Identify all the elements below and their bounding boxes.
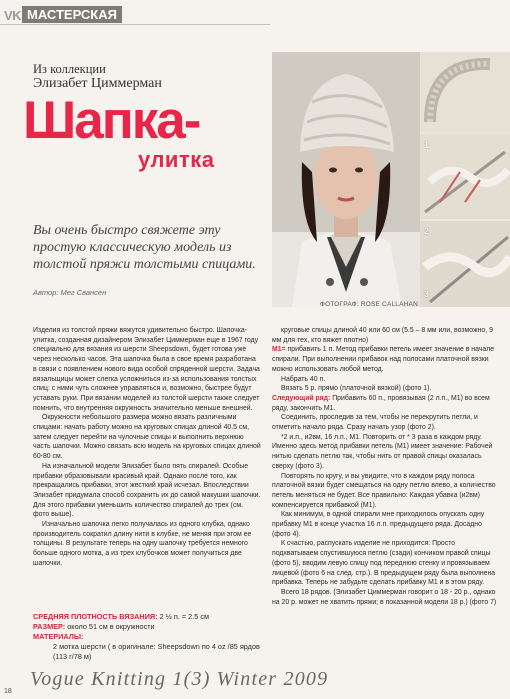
size-label: РАЗМЕР: bbox=[33, 622, 66, 631]
body-paragraph: Изначально шапочка легко получалась из одного клубка, однако производитель сократил длину нити в клубке, не меняя при этом ее толщины. В результате теперь на одну шапочку требуется немного больше одного мотка, а из трех клубочков может получиться две шапочки. bbox=[33, 521, 252, 567]
article-subtitle: улитка bbox=[138, 147, 215, 172]
instruction: К счастью, распускать изделие не приходится: Просто подхватываем спустившуюся петлю (сзади) кончиком правой спицы (фото 5), вводим левую спицу под переднюю стенку и провязываем лицевой (фото 6 на след. стр.). В предыдущем ряду была выполнена прибавка. Теперь не забудьте сделать прибавку М1 и в этом ряду. bbox=[272, 540, 496, 587]
instruction: Повторять по кругу, и вы увидите, что в каждом ряду полоса платочной вязки будет смещаться на одну петлю влево, а количество петель меняться не будет. Все правильно: Каждая убавка (и2вм) компенсируется прибавкой (М1). bbox=[272, 472, 496, 509]
section-tag: МАСТЕРСКАЯ bbox=[22, 6, 122, 23]
body-paragraph: На изначальной модели Элизабет было пять спиралей. Особые прибавки образовывали красивый край. Однако после того, как прекращались прибавки, этот жесткий край исчезал. Впоследствии Элизабет придумала способ сохранить их до самой макушки шапочки. Для этого прибавки уменьшить количество спиралей до трех (см. фото выше). bbox=[33, 462, 261, 519]
instruction: *2 и.п., и2вм, 16 л.п., М1. Повторить от * 3 раза в каждом ряду. Именно здесь метод прибавки петель (М1) имеет значение: Рабочей нитью сделать петлю так, чтобы нить от правой спицы оказалась сверху (фото 3). bbox=[272, 433, 493, 470]
header-divider bbox=[0, 24, 270, 25]
step-photos bbox=[420, 52, 510, 307]
instruction: круговые спицы длиной 40 или 60 см (5.5 – 8 мм или, возможно, 9 мм для тех, кто вяжет плотно) bbox=[272, 327, 493, 344]
body-paragraph: Изделия из толстой пряжи вяжутся удивительно быстро. Шапочка-улитка, созданная дизайнером Элизабет Циммерман еще в 1967 году специально для вязания из шерсти Sheepsdown, будет готова уже через несколько часов. Эта шапочка была в свое время разработана в связи с появлением нового вида особой спряденной шерсти. Задача вязальщицы может слегка усложниться из-за использования толстых спиц: с ними чуть сложнее управляться и, возможно, быстрее будут уставать руки. При вязании моделей из толстой шерсти также следует помнить, что внутренняя окружность значительно меньше внешней. bbox=[33, 327, 260, 412]
specs-block bbox=[33, 612, 261, 662]
left-text-column bbox=[33, 326, 261, 569]
brand-logo: VK bbox=[4, 8, 22, 23]
instruction: Набрать 40 п. bbox=[281, 375, 326, 383]
instruction: прибавить 1 п. Метод прибавки петель имеет значение в начале спирали. При выполнении прибавок над полосами платочной вязки можно использовать любой метод. bbox=[272, 346, 495, 373]
size-value: около 51 см в окружности bbox=[67, 622, 155, 631]
page-number: 18 bbox=[4, 688, 12, 695]
collection-label: Из коллекции bbox=[33, 62, 106, 76]
author-name: Элизабет Циммерман bbox=[33, 76, 162, 91]
density-label: СРЕДНЯЯ ПЛОТНОСТЬ ВЯЗАНИЯ: bbox=[33, 612, 158, 621]
right-text-column bbox=[272, 326, 497, 607]
materials-value: 2 мотка шерсти ( в оригинале: Sheepsdown по 4 oz /85 ярдов (113 г/78 м) bbox=[53, 642, 260, 661]
byline: Автор: Мег Свансен bbox=[33, 288, 107, 297]
step-number-1: 1 bbox=[424, 140, 430, 150]
lead-paragraph: Вы очень быстро свяжете эту простую классическую модель из толстой пряжи толстыми спицами. bbox=[33, 223, 256, 272]
step-number-2: 2 bbox=[424, 226, 430, 236]
knitting-steps-illustration bbox=[420, 52, 510, 307]
density-value: 2 ½ п. = 2.5 см bbox=[159, 612, 209, 621]
next-row-label: Следующий ряд: bbox=[272, 394, 331, 402]
instruction: Вязать 5 р. прямо (платочной вязкой) (фото 1). bbox=[281, 385, 432, 393]
body-paragraph: Окружности небольшого размера можно вязать различными спицами: начать работу можно на круговых спицах длиной 40.5 см, затем следует перейти на чулочные спицы и выполнить верхнюю часть шапочки. Можно связать всю модель на круговых спицах длиной 60-80 см. bbox=[33, 414, 261, 461]
instruction: Всего 18 рядов. (Элизабет Циммерман говорит о 18 - 20 р., однако на 20 р. может не хватить пряжи; в показанной модели 18 р.) (фото 7) bbox=[272, 588, 497, 606]
instruction: Прибавить 60 п., провязывая (2 л.п., М1) во всем ряду, закончить М1. bbox=[272, 394, 490, 412]
instruction: Как минимум, в одной спирали мне приходилось опускать одну прибавку М1 в конце участка 16 л.п. предыдущего ряда. Досадно (фото 4). bbox=[272, 511, 485, 538]
article-title: Шапка- bbox=[23, 91, 200, 150]
hat-model-illustration bbox=[272, 52, 420, 307]
photo-credit: ФОТОГРАФ: ROSE CALLAHAN bbox=[320, 301, 418, 308]
m1-label: М1= bbox=[272, 346, 286, 354]
step-number-3: 3 bbox=[424, 289, 430, 299]
hat-model-photo bbox=[272, 52, 420, 307]
materials-label: МАТЕРИАЛЫ: bbox=[33, 632, 84, 641]
instruction: Соединить, проследив за тем, чтобы не перекрутить петли, и отметить начало ряда. Сразу начать узор (фото 2). bbox=[272, 414, 478, 432]
magazine-footer: Vogue Knitting 1(3) Winter 2009 bbox=[30, 668, 329, 690]
